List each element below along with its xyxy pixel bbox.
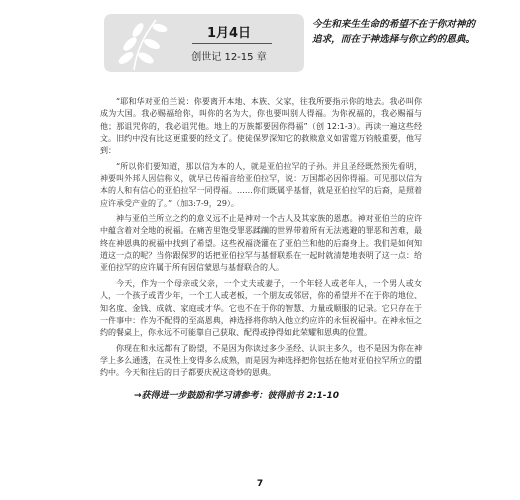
paragraph-covenant: 神与亚伯兰所立之约的意义远不止是神对一个古人及其家族的恩惠。神对亚伯兰的应许中蕴含着对全地的祝福。在痛苦里饱受罪恶蹂躏的世界带着所有无法逃避的罪恶和苦难，最终在神恩典的祝福中找到了希望。这些祝福浇灌在了亚伯兰和他的后裔身上。我们是如何知道这一点的呢？当你跟保罗的话把亚伯拉罕与基督联系在一起时就清楚地表明了这一点：给亚伯拉罕的应许属于所有因信蒙恩与基督联合的人。 (100, 214, 422, 273)
further-reading: →获得进一步鼓励和学习请参考：彼得前书 2:1-10 (134, 391, 340, 401)
date-label: 1月4日 (206, 26, 252, 41)
key-quote: 今生和来生生命的希望不在于你对神的追求，而在于神选择与你立约的恩典。 (312, 19, 476, 45)
badge-divider (192, 43, 272, 44)
paragraph-today: 今天，作为一个母亲或父亲，一个丈夫或妻子，一个年轻人或老年人，一个男人或女人，一个孩子或青少年，一个工人或老板，一个朋友或邻居，你的希望并不在于你的地位、知名度、金钱、成就、家庭或才华。它也不在于你的智慧、力量或顺服的记录。它只存在于一件事中：作为不配得的至高恩典，神选择将你纳入他立约应许的永恒祝福中。在神永恒之约的餐桌上，你永远不可能靠自己获取、配得或挣得如此荣耀和恩典的位置。 (100, 278, 422, 338)
paragraph-hope: 你现在和永远都有了盼望，不是因为你读过多少圣经、认识主多久，也不是因为你在神学上多么通透，在灵性上变得多么成熟，而是因为神选择把你包括在他对亚伯拉罕所立的盟约中。今天和往后的日子都要庆祝这奇妙的恩典。 (100, 343, 422, 378)
paragraph-verse-genesis: “耶和华对亚伯兰说：你要离开本地、本族、父家，往我所要指示你的地去。我必叫你成为大国。我必赐福给你，叫你的名为大，你也要叫别人得福。为你祝福的，我必赐福与他；那诅咒你的，我必诅咒他。地上的万族都要因你得福”（创 12:1-3）。再读一遍这些经文。旧约中没有比这更重要的经文了。使徒保罗深知它的救赎意义如雷霆万钧般重要，他写到： (100, 97, 422, 156)
scripture-reference: 创世记 12-15 章 (191, 52, 267, 63)
date-badge (104, 14, 304, 72)
page-number: 7 (256, 479, 264, 489)
body-text (100, 96, 422, 383)
paragraph-verse-galatians: “所以你们要知道，那以信为本的人，就是亚伯拉罕的子孙。并且圣经既然预先看明，神要叫外邦人因信称义，就早已传福音给亚伯拉罕，说：万国都必因你得福。可见那以信为本的人和有信心的亚伯拉罕一同得福。……你们既属乎基督，就是亚伯拉罕的后裔，是照着应许承受产业的了。”（加3:7-9，29）。 (100, 161, 422, 208)
